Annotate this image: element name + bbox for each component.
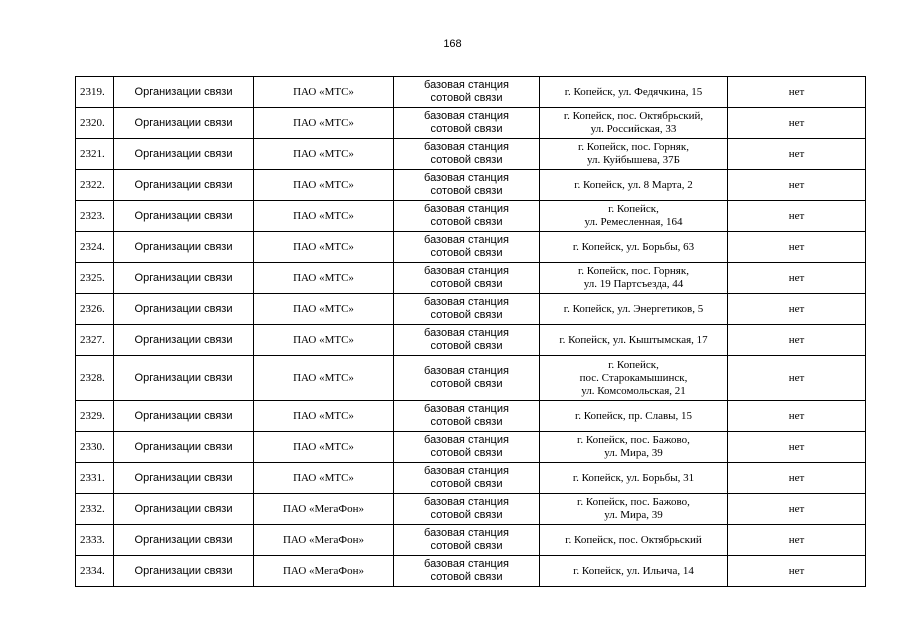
- object-line: базовая станция: [424, 172, 509, 184]
- row-number-cell: 2330.: [76, 432, 114, 463]
- table-row: [76, 263, 866, 294]
- row-number-cell: 2333.: [76, 525, 114, 556]
- table-row: [76, 556, 866, 587]
- organization-cell: ПАО «МТС»: [254, 263, 394, 294]
- object-line: сотовой связи: [430, 247, 503, 259]
- object-cell: [394, 201, 540, 232]
- category-cell: Организации связи: [114, 108, 254, 139]
- address-line: г. Копейск, ул. Ильича, 14: [573, 564, 694, 577]
- address-cell: [540, 401, 728, 432]
- flag-cell: нет: [728, 325, 866, 356]
- table-row: [76, 77, 866, 108]
- object-line: базовая станция: [424, 110, 509, 122]
- organization-cell: ПАО «МегаФон»: [254, 525, 394, 556]
- object-line: базовая станция: [424, 465, 509, 477]
- organization-cell: ПАО «МТС»: [254, 201, 394, 232]
- table-row: [76, 401, 866, 432]
- object-cell: [394, 108, 540, 139]
- object-line: сотовой связи: [430, 416, 503, 428]
- organization-cell: ПАО «МТС»: [254, 232, 394, 263]
- address-line: г. Копейск, пос. Бажово,: [577, 496, 690, 508]
- address-line: г. Копейск,: [608, 358, 659, 371]
- category-cell: Организации связи: [114, 232, 254, 263]
- object-cell: [394, 525, 540, 556]
- object-cell: [394, 356, 540, 401]
- category-cell: Организации связи: [114, 294, 254, 325]
- object-line: сотовой связи: [430, 478, 503, 490]
- flag-cell: нет: [728, 139, 866, 170]
- category-cell: Организации связи: [114, 77, 254, 108]
- row-number-cell: 2331.: [76, 463, 114, 494]
- address-line: г. Копейск, ул. Кыштымская, 17: [559, 333, 708, 346]
- row-number-cell: 2327.: [76, 325, 114, 356]
- address-cell: [540, 494, 728, 525]
- object-cell: [394, 139, 540, 170]
- flag-cell: нет: [728, 432, 866, 463]
- object-line: базовая станция: [424, 527, 509, 539]
- page-number: 168: [443, 38, 462, 50]
- object-line: базовая станция: [424, 558, 509, 570]
- organization-cell: ПАО «МТС»: [254, 463, 394, 494]
- object-line: сотовой связи: [430, 278, 503, 290]
- flag-cell: нет: [728, 525, 866, 556]
- object-line: сотовой связи: [430, 447, 503, 459]
- address-line: ул. Куйбышева, 37Б: [587, 154, 680, 166]
- address-cell: [540, 294, 728, 325]
- table-row: [76, 432, 866, 463]
- category-cell: Организации связи: [114, 463, 254, 494]
- organization-cell: ПАО «МегаФон»: [254, 494, 394, 525]
- object-cell: [394, 263, 540, 294]
- object-cell: [394, 325, 540, 356]
- address-line: г. Копейск, ул. Федячкина, 15: [564, 85, 703, 98]
- object-cell: [394, 401, 540, 432]
- category-cell: Организации связи: [114, 325, 254, 356]
- address-line: г. Копейск, ул. Борьбы, 63: [572, 240, 695, 253]
- object-cell: [394, 170, 540, 201]
- address-line: ул. Комсомольская, 21: [581, 384, 686, 397]
- organization-cell: ПАО «МТС»: [254, 139, 394, 170]
- address-cell: [540, 170, 728, 201]
- object-line: базовая станция: [424, 327, 509, 339]
- row-number-cell: 2319.: [76, 77, 114, 108]
- organization-cell: ПАО «МТС»: [254, 432, 394, 463]
- address-cell: [540, 525, 728, 556]
- address-line: ул. 19 Партсъезда, 44: [583, 278, 684, 290]
- row-number-cell: 2322.: [76, 170, 114, 201]
- object-line: сотовой связи: [430, 92, 503, 104]
- address-cell: [540, 201, 728, 232]
- category-cell: Организации связи: [114, 139, 254, 170]
- address-line: г. Копейск, пос. Бажово,: [577, 434, 690, 446]
- address-line: г. Копейск, ул. 8 Марта, 2: [574, 178, 693, 191]
- object-line: сотовой связи: [430, 378, 503, 390]
- address-line: ул. Мира, 39: [604, 509, 663, 521]
- flag-cell: нет: [728, 401, 866, 432]
- category-cell: Организации связи: [114, 401, 254, 432]
- flag-cell: нет: [728, 556, 866, 587]
- object-cell: [394, 432, 540, 463]
- table-row: [76, 139, 866, 170]
- category-cell: Организации связи: [114, 432, 254, 463]
- category-cell: Организации связи: [114, 170, 254, 201]
- organization-cell: ПАО «МегаФон»: [254, 556, 394, 587]
- object-line: сотовой связи: [430, 509, 503, 521]
- table-row: [76, 356, 866, 401]
- organization-cell: ПАО «МТС»: [254, 401, 394, 432]
- category-cell: Организации связи: [114, 201, 254, 232]
- category-cell: Организации связи: [114, 556, 254, 587]
- object-line: базовая станция: [424, 141, 509, 153]
- address-cell: [540, 463, 728, 494]
- address-line: г. Копейск, пос. Октябрьский: [565, 533, 702, 546]
- object-cell: [394, 494, 540, 525]
- object-line: базовая станция: [424, 265, 509, 277]
- organization-cell: ПАО «МТС»: [254, 170, 394, 201]
- organization-cell: ПАО «МТС»: [254, 294, 394, 325]
- object-line: базовая станция: [424, 296, 509, 308]
- table-row: [76, 294, 866, 325]
- table-row: [76, 463, 866, 494]
- address-cell: [540, 232, 728, 263]
- object-line: базовая станция: [424, 79, 509, 91]
- address-line: г. Копейск, пр. Славы, 15: [574, 409, 693, 422]
- row-number-cell: 2323.: [76, 201, 114, 232]
- address-cell: [540, 432, 728, 463]
- category-cell: Организации связи: [114, 263, 254, 294]
- row-number-cell: 2329.: [76, 401, 114, 432]
- table-row: [76, 170, 866, 201]
- address-line: ул. Российская, 33: [590, 123, 677, 135]
- row-number-cell: 2320.: [76, 108, 114, 139]
- flag-cell: нет: [728, 294, 866, 325]
- table-row: [76, 201, 866, 232]
- flag-cell: нет: [728, 263, 866, 294]
- registry-table-body: [76, 77, 866, 587]
- address-cell: [540, 356, 728, 401]
- organization-cell: ПАО «МТС»: [254, 325, 394, 356]
- object-line: базовая станция: [424, 365, 509, 377]
- object-line: сотовой связи: [430, 540, 503, 552]
- flag-cell: нет: [728, 494, 866, 525]
- row-number-cell: 2326.: [76, 294, 114, 325]
- registry-table: [75, 76, 866, 587]
- flag-cell: нет: [728, 108, 866, 139]
- address-line: г. Копейск, пос. Горняк,: [578, 141, 689, 153]
- organization-cell: ПАО «МТС»: [254, 108, 394, 139]
- address-cell: [540, 556, 728, 587]
- address-line: г. Копейск, пос. Горняк,: [578, 265, 689, 277]
- table-row: [76, 494, 866, 525]
- category-cell: Организации связи: [114, 494, 254, 525]
- object-line: базовая станция: [424, 203, 509, 215]
- object-cell: [394, 556, 540, 587]
- address-cell: [540, 263, 728, 294]
- table-row: [76, 525, 866, 556]
- object-line: сотовой связи: [430, 185, 503, 197]
- object-line: сотовой связи: [430, 216, 503, 228]
- flag-cell: нет: [728, 77, 866, 108]
- address-cell: [540, 77, 728, 108]
- row-number-cell: 2334.: [76, 556, 114, 587]
- flag-cell: нет: [728, 201, 866, 232]
- flag-cell: нет: [728, 356, 866, 401]
- address-cell: [540, 325, 728, 356]
- organization-cell: ПАО «МТС»: [254, 77, 394, 108]
- object-cell: [394, 463, 540, 494]
- row-number-cell: 2324.: [76, 232, 114, 263]
- object-cell: [394, 294, 540, 325]
- object-cell: [394, 77, 540, 108]
- address-line: пос. Старокамышинск,: [579, 371, 688, 384]
- table-row: [76, 108, 866, 139]
- category-cell: Организации связи: [114, 356, 254, 401]
- row-number-cell: 2332.: [76, 494, 114, 525]
- object-line: базовая станция: [424, 403, 509, 415]
- object-line: сотовой связи: [430, 571, 503, 583]
- object-line: базовая станция: [424, 234, 509, 246]
- object-line: базовая станция: [424, 496, 509, 508]
- row-number-cell: 2325.: [76, 263, 114, 294]
- flag-cell: нет: [728, 170, 866, 201]
- object-line: сотовой связи: [430, 154, 503, 166]
- address-line: г. Копейск,: [608, 203, 659, 215]
- flag-cell: нет: [728, 463, 866, 494]
- row-number-cell: 2321.: [76, 139, 114, 170]
- row-number-cell: 2328.: [76, 356, 114, 401]
- object-line: сотовой связи: [430, 309, 503, 321]
- address-line: г. Копейск, ул. Борьбы, 31: [572, 471, 695, 484]
- table-row: [76, 232, 866, 263]
- address-cell: [540, 139, 728, 170]
- object-line: сотовой связи: [430, 123, 503, 135]
- object-line: базовая станция: [424, 434, 509, 446]
- address-line: ул. Мира, 39: [604, 447, 663, 459]
- flag-cell: нет: [728, 232, 866, 263]
- address-cell: [540, 108, 728, 139]
- table-row: [76, 325, 866, 356]
- address-line: ул. Ремесленная, 164: [584, 216, 683, 228]
- object-line: сотовой связи: [430, 340, 503, 352]
- organization-cell: ПАО «МТС»: [254, 356, 394, 401]
- address-line: г. Копейск, пос. Октябрьский,: [563, 110, 704, 122]
- address-line: г. Копейск, ул. Энергетиков, 5: [563, 302, 704, 315]
- object-cell: [394, 232, 540, 263]
- category-cell: Организации связи: [114, 525, 254, 556]
